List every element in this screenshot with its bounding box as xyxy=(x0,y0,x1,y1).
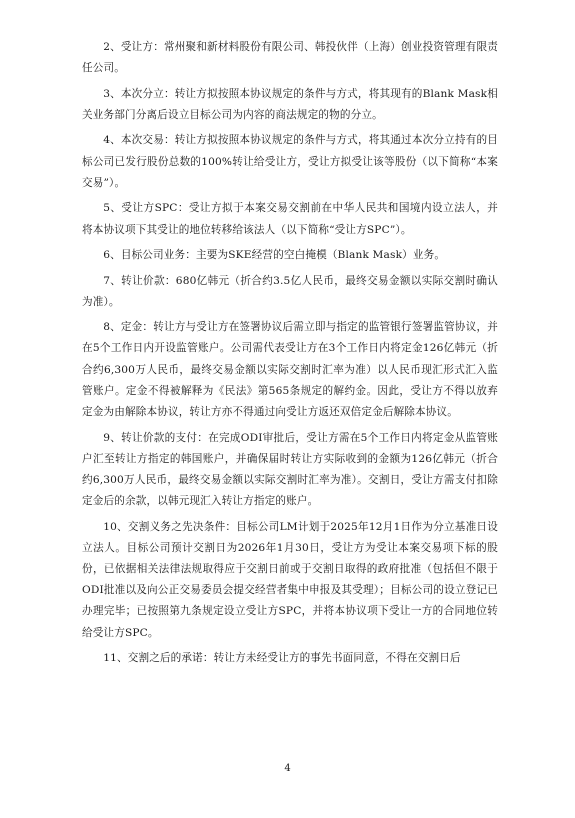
document-body xyxy=(82,37,498,674)
paragraph-4-transaction: 4、本次交易：转让方拟按照本协议规定的条件与方式，将其通过本次分立持有的目标公司已发行股份总数的100%转让给受让方，受让方拟受让该等股份（以下简称“本案交易”）。 xyxy=(82,134,498,189)
paragraph-10-closing-conditions: 10、交割义务之先决条件：目标公司LM计划于2025年12月1日作为分立基准日设立法人。目标公司预计交割日为2026年1月30日，受让方为受让本案交易项下标的股份，已依据相关法律法规取得应于交割日前或于交割日取得的政府批准（包括但不限于ODI批准以及向公正交易委员会提交经营者集中申报及其受理）；目标公司的设立登记已办理完毕；已按照第九条规定设立受让方SPC，并将本协议项下受让一方的合同地位转给受让方SPC。 xyxy=(82,520,498,639)
paragraph-6-target-business: 6、目标公司业务：主要为SKE经营的空白掩模（Blank Mask）业务。 xyxy=(103,249,446,262)
paragraph-3-split: 3、本次分立：转让方拟按照本协议规定的条件与方式，将其现有的Blank Mask相关业务部门分离后设立目标公司为内容的商法规定的物的分立。 xyxy=(82,87,498,121)
paragraph-2-transferee: 2、受让方：常州聚和新材料股份有限公司、韩投伙伴（上海）创业投资管理有限责任公司。 xyxy=(82,41,498,75)
paragraph-9-payment: 9、转让价款的支付：在完成ODI审批后，受让方需在5个工作日内将定金从监管账户汇至转让方指定的韩国账户，并确保届时转让方实际收到的金额为126亿韩元（折合约6,300万人民币，最终交易金额以实际交割时汇率为准）。交割日，受让方需支付扣除定金后的余款，以韩元现汇入转让方指定的账户。 xyxy=(82,431,498,508)
page-number: 4 xyxy=(284,763,291,774)
paragraph-7-transfer-price: 7、转让价款：680亿韩元（折合约3.5亿人民币，最终交易金额以实际交割时确认为准）。 xyxy=(82,274,498,308)
paragraph-8-deposit: 8、定金：转让方与受让方在签署协议后需立即与指定的监管银行签署监管协议，并在5个工作日内开设监管账户。公司需代表受让方在3个工作日内将定金126亿韩元（折合约6,300万人民币，最终交易金额以实际交割时汇率为准）以人民币现汇形式汇入监管账户。定金不得被解释为《民法》第565条规定的解约金。因此，受让方不得以放弃定金为由解除本协议，转让方亦不得通过向受让方返还双倍定金后解除本协议。 xyxy=(82,321,498,419)
paragraph-5-transferee-spc: 5、受让方SPC：受让方拟于本案交易交割前在中华人民共和国境内设立法人，并将本协议项下其受让的地位转移给该法人（以下简称“受让方SPC”）。 xyxy=(82,202,498,236)
paragraph-11-post-closing: 11、交割之后的承诺：转让方未经受让方的事先书面同意，不得在交割日后 xyxy=(103,652,461,665)
